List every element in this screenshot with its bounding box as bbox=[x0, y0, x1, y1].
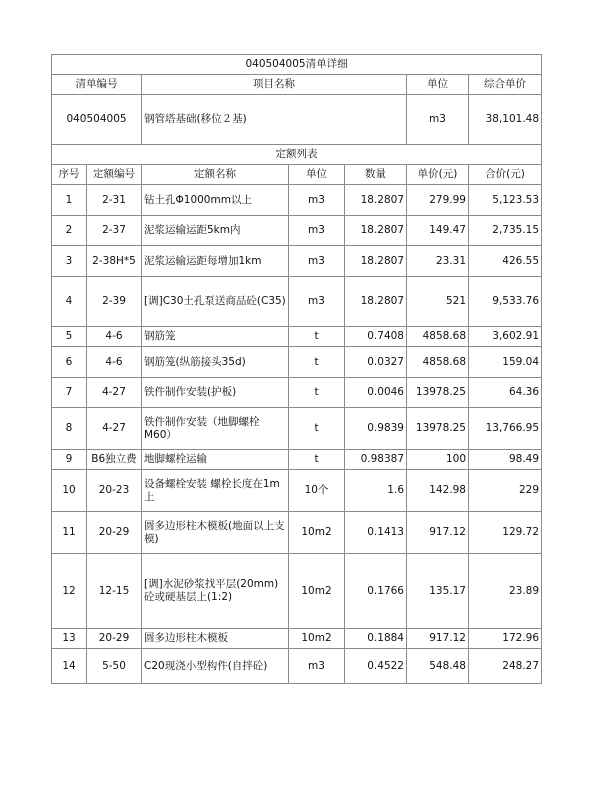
row-unit-price: 13978.25 bbox=[407, 378, 469, 408]
row-unit-price: 521 bbox=[407, 277, 469, 327]
bill-unit: m3 bbox=[407, 95, 469, 145]
row-qty: 0.1884 bbox=[345, 629, 407, 649]
row-qty: 0.98387 bbox=[345, 450, 407, 470]
bill-row bbox=[52, 95, 542, 145]
table-row bbox=[52, 277, 542, 327]
row-quota-code: 20-23 bbox=[87, 470, 142, 512]
table-row bbox=[52, 408, 542, 450]
row-unit-price: 100 bbox=[407, 450, 469, 470]
row-quota-code: 5-50 bbox=[87, 649, 142, 684]
row-quota-name: 铁件制作安装(护板) bbox=[142, 378, 289, 408]
row-unit: t bbox=[289, 347, 345, 378]
row-quota-name: 设备螺栓安装 螺栓长度在1m上 bbox=[142, 470, 289, 512]
row-quota-name: 钢筋笼(纵筋接头35d) bbox=[142, 347, 289, 378]
row-index: 1 bbox=[52, 185, 87, 216]
row-qty: 18.2807 bbox=[345, 185, 407, 216]
table-row bbox=[52, 185, 542, 216]
row-unit-price: 917.12 bbox=[407, 512, 469, 554]
row-qty: 18.2807 bbox=[345, 216, 407, 246]
row-quota-code: 4-27 bbox=[87, 408, 142, 450]
row-qty: 0.1766 bbox=[345, 554, 407, 629]
row-qty: 0.4522 bbox=[345, 649, 407, 684]
row-total: 23.89 bbox=[469, 554, 542, 629]
row-total: 13,766.95 bbox=[469, 408, 542, 450]
row-quota-code: 12-15 bbox=[87, 554, 142, 629]
row-index: 6 bbox=[52, 347, 87, 378]
row-total: 9,533.76 bbox=[469, 277, 542, 327]
row-quota-code: 2-39 bbox=[87, 277, 142, 327]
row-qty: 1.6 bbox=[345, 470, 407, 512]
row-qty: 0.0046 bbox=[345, 378, 407, 408]
row-unit: 10个 bbox=[289, 470, 345, 512]
row-unit: m3 bbox=[289, 185, 345, 216]
row-quota-name: [调]C30土孔泵送商品砼(C35) bbox=[142, 277, 289, 327]
col-header-qty: 数量 bbox=[345, 165, 407, 185]
row-unit: m3 bbox=[289, 649, 345, 684]
row-quota-code: 4-27 bbox=[87, 378, 142, 408]
table-row bbox=[52, 470, 542, 512]
row-quota-code: 2-38H*5 bbox=[87, 246, 142, 277]
row-qty: 18.2807 bbox=[345, 246, 407, 277]
table-row bbox=[52, 378, 542, 408]
row-unit-price: 4858.68 bbox=[407, 347, 469, 378]
row-index: 12 bbox=[52, 554, 87, 629]
col-header-index: 序号 bbox=[52, 165, 87, 185]
row-unit-price: 4858.68 bbox=[407, 327, 469, 347]
table-row bbox=[52, 554, 542, 629]
row-unit: t bbox=[289, 327, 345, 347]
row-unit-price: 917.12 bbox=[407, 629, 469, 649]
row-quota-name: [调]水泥砂浆找平层(20mm)砼或硬基层上(1:2) bbox=[142, 554, 289, 629]
row-total: 129.72 bbox=[469, 512, 542, 554]
col-header-name: 定额名称 bbox=[142, 165, 289, 185]
col-header-total: 合价(元) bbox=[469, 165, 542, 185]
row-unit: 10m2 bbox=[289, 512, 345, 554]
bill-composite-price: 38,101.48 bbox=[469, 95, 542, 145]
quota-header-row bbox=[52, 165, 542, 185]
row-quota-name: 钢筋笼 bbox=[142, 327, 289, 347]
table-title-row bbox=[52, 55, 542, 75]
row-qty: 0.7408 bbox=[345, 327, 407, 347]
row-total: 172.96 bbox=[469, 629, 542, 649]
row-quota-code: 20-29 bbox=[87, 629, 142, 649]
row-total: 98.49 bbox=[469, 450, 542, 470]
row-index: 2 bbox=[52, 216, 87, 246]
row-index: 11 bbox=[52, 512, 87, 554]
row-index: 14 bbox=[52, 649, 87, 684]
col-header-unit-price: 单价(元) bbox=[407, 165, 469, 185]
row-quota-code: 4-6 bbox=[87, 347, 142, 378]
row-quota-name: 钻土孔Φ1000mm以上 bbox=[142, 185, 289, 216]
row-index: 7 bbox=[52, 378, 87, 408]
row-quota-name: C20现浇小型构件(自拌砼) bbox=[142, 649, 289, 684]
bill-price-header: 综合单价 bbox=[469, 75, 542, 95]
row-unit: m3 bbox=[289, 216, 345, 246]
bill-unit-header: 单位 bbox=[407, 75, 469, 95]
table-row bbox=[52, 629, 542, 649]
row-total: 64.36 bbox=[469, 378, 542, 408]
row-quota-code: 2-31 bbox=[87, 185, 142, 216]
table-row bbox=[52, 347, 542, 378]
row-qty: 0.9839 bbox=[345, 408, 407, 450]
table-row bbox=[52, 327, 542, 347]
row-total: 159.04 bbox=[469, 347, 542, 378]
row-unit-price: 149.47 bbox=[407, 216, 469, 246]
row-quota-name: 铁件制作安装（地脚螺栓M60） bbox=[142, 408, 289, 450]
row-unit: m3 bbox=[289, 277, 345, 327]
bill-name: 钢管塔基础(移位２基) bbox=[142, 95, 407, 145]
row-unit-price: 13978.25 bbox=[407, 408, 469, 450]
bill-header-row bbox=[52, 75, 542, 95]
bill-code-header: 清单编号 bbox=[52, 75, 142, 95]
row-unit-price: 279.99 bbox=[407, 185, 469, 216]
row-total: 3,602.91 bbox=[469, 327, 542, 347]
row-unit: 10m2 bbox=[289, 629, 345, 649]
row-total: 248.27 bbox=[469, 649, 542, 684]
row-total: 2,735.15 bbox=[469, 216, 542, 246]
row-qty: 0.1413 bbox=[345, 512, 407, 554]
bill-code: 040504005 bbox=[52, 95, 142, 145]
row-index: 10 bbox=[52, 470, 87, 512]
row-qty: 0.0327 bbox=[345, 347, 407, 378]
table-title: 040504005清单详细 bbox=[52, 55, 542, 75]
row-quota-code: B6独立费 bbox=[87, 450, 142, 470]
row-quota-name: 圆多边形柱木模板 bbox=[142, 629, 289, 649]
row-quota-code: 2-37 bbox=[87, 216, 142, 246]
bill-detail-table bbox=[51, 54, 542, 684]
row-unit: t bbox=[289, 378, 345, 408]
row-total: 426.55 bbox=[469, 246, 542, 277]
quota-title-row bbox=[52, 145, 542, 165]
row-index: 3 bbox=[52, 246, 87, 277]
row-quota-code: 4-6 bbox=[87, 327, 142, 347]
row-qty: 18.2807 bbox=[345, 277, 407, 327]
row-quota-name: 圆多边形柱木模板(地面以上支模) bbox=[142, 512, 289, 554]
row-unit-price: 135.17 bbox=[407, 554, 469, 629]
row-unit: t bbox=[289, 450, 345, 470]
row-quota-name: 地脚螺栓运输 bbox=[142, 450, 289, 470]
col-header-code: 定额编号 bbox=[87, 165, 142, 185]
table-row bbox=[52, 450, 542, 470]
row-unit-price: 548.48 bbox=[407, 649, 469, 684]
row-index: 13 bbox=[52, 629, 87, 649]
row-unit: m3 bbox=[289, 246, 345, 277]
table-row bbox=[52, 246, 542, 277]
row-index: 8 bbox=[52, 408, 87, 450]
row-index: 5 bbox=[52, 327, 87, 347]
col-header-unit: 单位 bbox=[289, 165, 345, 185]
table-row bbox=[52, 216, 542, 246]
row-unit-price: 142.98 bbox=[407, 470, 469, 512]
row-quota-name: 泥浆运输运距5km内 bbox=[142, 216, 289, 246]
row-total: 5,123.53 bbox=[469, 185, 542, 216]
row-index: 4 bbox=[52, 277, 87, 327]
row-quota-code: 20-29 bbox=[87, 512, 142, 554]
row-unit-price: 23.31 bbox=[407, 246, 469, 277]
row-total: 229 bbox=[469, 470, 542, 512]
table-row bbox=[52, 512, 542, 554]
row-index: 9 bbox=[52, 450, 87, 470]
bill-name-header: 项目名称 bbox=[142, 75, 407, 95]
row-unit: 10m2 bbox=[289, 554, 345, 629]
table-row bbox=[52, 649, 542, 684]
row-unit: t bbox=[289, 408, 345, 450]
quota-list-title: 定额列表 bbox=[52, 145, 542, 165]
row-quota-name: 泥浆运输运距每增加1km bbox=[142, 246, 289, 277]
